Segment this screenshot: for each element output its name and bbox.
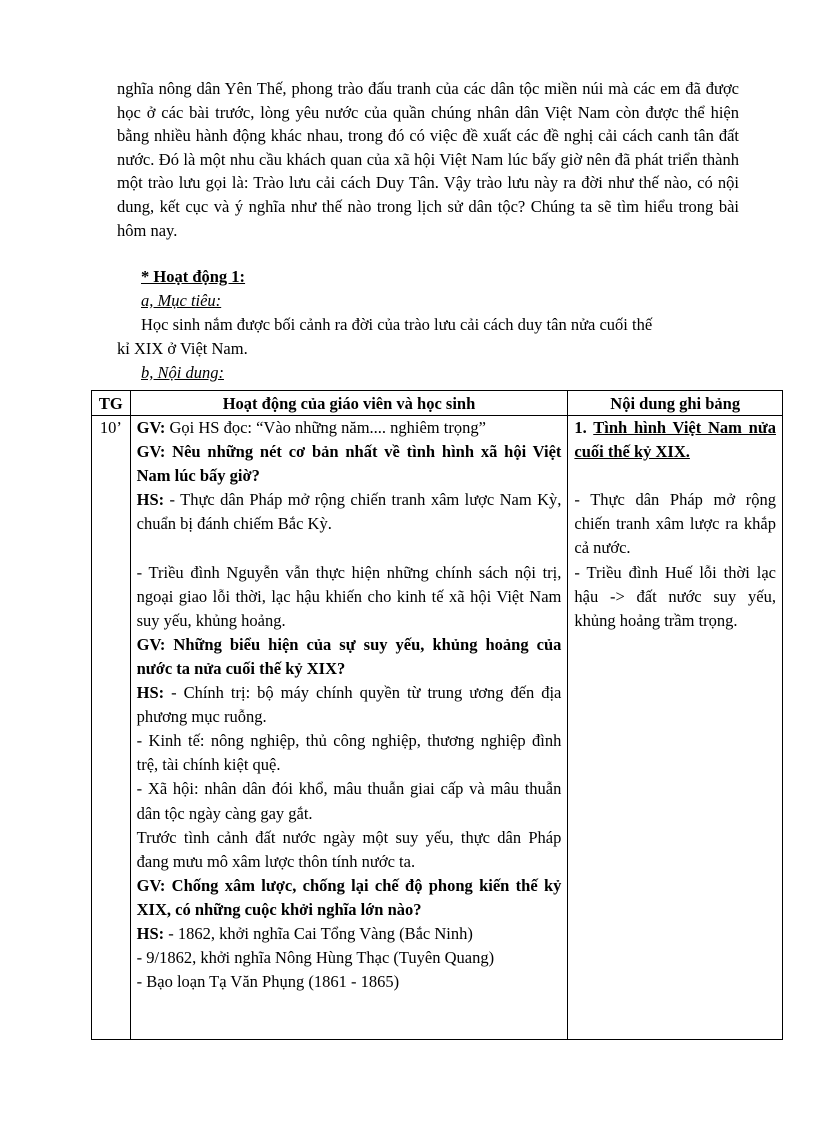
notes-title-text: Tình hình Việt Nam nửa cuối thế kỷ XIX. bbox=[574, 418, 776, 462]
activity-text: Trước tình cảnh đất nước ngày một suy yếu, thực dân Pháp đang mưu mô xâm lược thôn tính nước ta. bbox=[136, 827, 562, 871]
activity-paragraph bbox=[137, 561, 562, 633]
activity-spacer bbox=[137, 536, 562, 560]
speaker-label: GV: bbox=[136, 418, 166, 437]
notes-spacer bbox=[574, 464, 776, 488]
objective-label: a, Mục tiêu: bbox=[141, 291, 222, 310]
lesson-table bbox=[91, 390, 783, 1040]
header-notes: Nội dung ghi bảng bbox=[568, 391, 783, 416]
activity-text: - Triều đình Nguyễn vẫn thực hiện những chính sách nội trị, ngoại giao lỗi thời, lạc hậu khiến cho kinh tế xã hội Việt Nam suy yếu, khủng hoảng. bbox=[136, 562, 562, 630]
activity-text: - Thực dân Pháp mở rộng chiến tranh xâm lược Nam Kỳ, chuẩn bị đánh chiếm Bắc Kỳ. bbox=[136, 490, 562, 534]
activity-paragraph bbox=[137, 777, 562, 825]
notes-item: - Triều đình Huế lỗi thời lạc hậu -> đất nước suy yếu, khủng hoảng trầm trọng. bbox=[574, 562, 776, 630]
activity-text: Gọi HS đọc: “Vào những năm.... nghiêm trọng” bbox=[165, 418, 486, 437]
activity-text: - 9/1862, khởi nghĩa Nông Hùng Thạc (Tuyên Quang) bbox=[136, 948, 495, 968]
activity-text: - Bạo loạn Tạ Văn Phụng (1861 - 1865) bbox=[136, 972, 400, 992]
cell-notes bbox=[568, 416, 783, 1040]
activity-paragraph bbox=[137, 440, 562, 488]
objective-line-2: kỉ XIX ở Việt Nam. bbox=[117, 339, 248, 358]
notes-item: - Thực dân Pháp mở rộng chiến tranh xâm lược ra khắp cả nước. bbox=[574, 490, 776, 558]
header-tg: TG bbox=[92, 391, 131, 416]
activity-paragraph bbox=[137, 946, 562, 970]
speaker-label: GV: bbox=[136, 442, 166, 462]
activity-text: - Kinh tế: nông nghiệp, thủ công nghiệp, thương nghiệp đình trệ, tài chính kiệt quệ. bbox=[136, 731, 562, 775]
header-activity: Hoạt động của giáo viên và học sinh bbox=[130, 391, 568, 416]
activity-paragraph bbox=[137, 681, 562, 729]
speaker-label: GV: bbox=[136, 875, 166, 895]
table-header-row bbox=[92, 391, 783, 416]
activity-paragraph bbox=[137, 633, 562, 681]
activity-paragraph bbox=[137, 922, 562, 946]
cell-activity bbox=[130, 416, 568, 1040]
content-label: b, Nội dung: bbox=[141, 363, 224, 382]
activity-text: Những biểu hiện của sự suy yếu, khủng hoảng của nước ta nửa cuối thế kỷ XIX? bbox=[136, 634, 562, 678]
intro-paragraph: nghĩa nông dân Yên Thế, phong trào đấu tranh của các dân tộc miền núi mà các em đã được học ở các bài trước, lòng yêu nước của quần chúng nhân dân Việt Nam còn được thể hiện bằng nhiều hành động khác nhau, trong đó có việc đề xuất các đề nghị cải cách canh tân đất nước. Đó là một nhu cầu khách quan của xã hội Việt Nam lúc bấy giờ nên đã phát triển thành một trào lưu gọi là: Trào lưu cải cách Duy Tân. Vậy trào lưu này ra đời như thế nào, có nội dung, kết cục và ý nghĩa như thế nào trong lịch sử dân tộc? Chúng ta sẽ tìm hiểu trong bài hôm nay. bbox=[117, 79, 739, 240]
activity-paragraph bbox=[137, 970, 562, 994]
activity-paragraph bbox=[137, 826, 562, 874]
activity-paragraph bbox=[137, 729, 562, 777]
table-row bbox=[92, 416, 783, 1040]
speaker-label: HS: bbox=[136, 683, 165, 703]
activity-paragraph bbox=[137, 874, 562, 922]
speaker-label: GV: bbox=[136, 634, 166, 654]
activity-text: - Xã hội: nhân dân đói khổ, mâu thuẫn giai cấp và mâu thuẫn dân tộc ngày càng gay gắt. bbox=[136, 779, 562, 823]
objective-line-1: Học sinh nắm được bối cảnh ra đời của trào lưu cải cách duy tân nửa cuối thế bbox=[141, 315, 653, 334]
notes-title-number: 1. bbox=[574, 418, 587, 437]
speaker-label: HS: bbox=[136, 490, 165, 510]
activity-paragraph bbox=[137, 488, 562, 536]
notes-title bbox=[574, 416, 776, 464]
activity-text: - 1862, khởi nghĩa Cai Tổng Vàng (Bắc Ninh) bbox=[164, 923, 473, 943]
activity-text: - Chính trị: bộ máy chính quyền từ trung ương đến địa phương mục ruỗng. bbox=[136, 683, 562, 727]
activity-heading: * Hoạt động 1: bbox=[141, 267, 246, 286]
activity-text: Chống xâm lược, chống lại chế độ phong kiến thế kỷ XIX, có những cuộc khởi nghĩa lớn nào? bbox=[136, 875, 562, 919]
cell-time: 10’ bbox=[92, 416, 131, 1040]
activity-paragraph bbox=[137, 416, 562, 440]
activity-text: Nêu những nét cơ bản nhất về tình hình xã hội Việt Nam lúc bấy giờ? bbox=[136, 442, 562, 486]
speaker-label: HS: bbox=[136, 923, 165, 943]
